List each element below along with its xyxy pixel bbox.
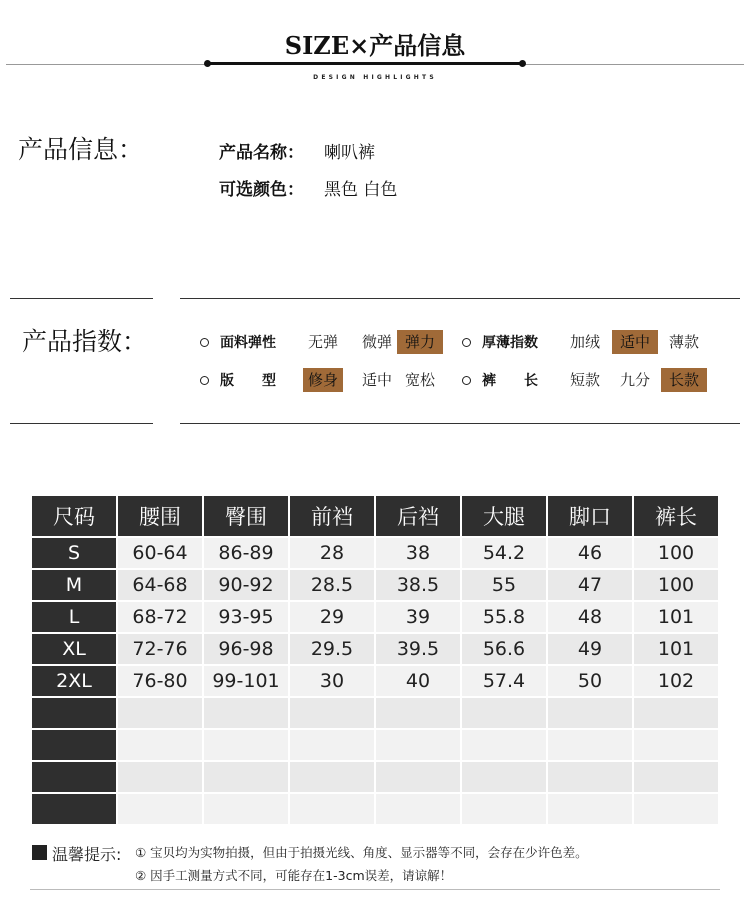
index-label: 裤 长 (482, 373, 538, 389)
note-item-1: ① 宝贝均为实物拍摄，但由于拍摄光线、角度、显示器等不同，会存在少许色差。 (135, 845, 588, 860)
index-bottom-line-left (10, 423, 153, 424)
table-cell: 38 (376, 538, 460, 568)
table-cell (634, 762, 718, 792)
table-cell: 90-92 (204, 570, 288, 600)
index-option-selected: 适中 (612, 330, 658, 354)
table-cell (204, 794, 288, 824)
note-item-2: ② 因手工测量方式不同，可能存在1-3cm误差，请谅解！ (135, 868, 453, 883)
table-row (32, 570, 718, 600)
table-cell (634, 730, 718, 760)
size-cell (32, 762, 116, 792)
index-top-line-left (10, 298, 153, 299)
header-length: 裤长 (634, 496, 718, 536)
index-option: 九分 (619, 371, 650, 389)
table-cell: 55 (462, 570, 546, 600)
index-label: 版 型 (220, 373, 276, 389)
header-subtitle: DESIGN HIGHLIGHTS (313, 74, 437, 81)
table-cell: 101 (634, 602, 718, 632)
header-front-rise: 前裆 (290, 496, 374, 536)
size-cell (32, 794, 116, 824)
size-cell (32, 698, 116, 728)
table-cell: 101 (634, 634, 718, 664)
table-cell: 28.5 (290, 570, 374, 600)
table-cell (118, 794, 202, 824)
table-cell: 60-64 (118, 538, 202, 568)
product-info-heading: 产品信息： (18, 135, 144, 164)
table-cell (548, 794, 632, 824)
index-option-selected: 弹力 (397, 330, 443, 354)
table-cell (376, 762, 460, 792)
notes-square-icon (32, 845, 47, 860)
bullet-circle-icon (200, 376, 209, 385)
index-bottom-line-right (180, 423, 740, 424)
table-cell: 102 (634, 666, 718, 696)
header-size: 尺码 (32, 496, 116, 536)
index-option: 无弹 (307, 333, 338, 351)
table-cell: 86-89 (204, 538, 288, 568)
table-cell: 54.2 (462, 538, 546, 568)
header-accent-bar (207, 62, 523, 65)
table-row (32, 730, 718, 760)
size-table-header-row (32, 496, 718, 536)
table-row (32, 666, 718, 696)
table-cell (548, 762, 632, 792)
table-cell: 100 (634, 570, 718, 600)
size-cell: XL (32, 634, 116, 664)
table-cell: 29 (290, 602, 374, 632)
bottom-divider (30, 889, 720, 890)
table-cell (548, 730, 632, 760)
table-cell (290, 698, 374, 728)
index-option: 适中 (361, 371, 392, 389)
table-cell (462, 762, 546, 792)
table-cell: 57.4 (462, 666, 546, 696)
table-cell (290, 762, 374, 792)
table-cell (376, 698, 460, 728)
table-cell: 40 (376, 666, 460, 696)
table-cell: 39.5 (376, 634, 460, 664)
table-row (32, 762, 718, 792)
index-option: 短款 (569, 371, 600, 389)
header-dot-right (519, 60, 526, 67)
table-cell: 56.6 (462, 634, 546, 664)
table-cell (118, 698, 202, 728)
size-cell: M (32, 570, 116, 600)
table-row (32, 698, 718, 728)
size-cell (32, 730, 116, 760)
table-cell (462, 730, 546, 760)
table-cell (118, 730, 202, 760)
table-cell: 72-76 (118, 634, 202, 664)
product-name-value: 喇叭裤 (324, 143, 375, 163)
header-waist: 腰围 (118, 496, 202, 536)
table-row (32, 634, 718, 664)
page-title: SIZE×产品信息 (284, 31, 466, 60)
table-cell (290, 730, 374, 760)
table-row (32, 602, 718, 632)
index-top-line-right (180, 298, 740, 299)
table-cell (290, 794, 374, 824)
header-hip: 臀围 (204, 496, 288, 536)
color-options-value: 黑色 白色 (324, 180, 398, 200)
table-cell (548, 698, 632, 728)
table-cell (204, 762, 288, 792)
table-cell: 39 (376, 602, 460, 632)
table-cell (118, 762, 202, 792)
table-cell: 46 (548, 538, 632, 568)
index-option-selected: 修身 (303, 368, 343, 392)
table-cell: 30 (290, 666, 374, 696)
table-cell: 29.5 (290, 634, 374, 664)
index-option: 宽松 (404, 371, 435, 389)
table-cell: 49 (548, 634, 632, 664)
index-option: 薄款 (668, 333, 699, 351)
table-cell: 55.8 (462, 602, 546, 632)
table-cell (462, 794, 546, 824)
table-cell: 76-80 (118, 666, 202, 696)
size-cell: S (32, 538, 116, 568)
header-thigh: 大腿 (462, 496, 546, 536)
index-option: 微弹 (361, 333, 392, 351)
index-label: 厚薄指数 (482, 335, 538, 351)
index-option-selected: 长款 (661, 368, 707, 392)
table-cell: 93-95 (204, 602, 288, 632)
table-cell (634, 794, 718, 824)
table-cell: 96-98 (204, 634, 288, 664)
table-cell: 47 (548, 570, 632, 600)
table-cell (204, 730, 288, 760)
table-cell: 28 (290, 538, 374, 568)
product-index-heading: 产品指数： (22, 327, 148, 356)
table-row (32, 794, 718, 824)
index-option: 加绒 (569, 333, 600, 351)
table-cell (204, 698, 288, 728)
size-cell: 2XL (32, 666, 116, 696)
bullet-circle-icon (200, 338, 209, 347)
table-cell: 48 (548, 602, 632, 632)
table-cell: 99-101 (204, 666, 288, 696)
header-back-rise: 后裆 (376, 496, 460, 536)
table-cell (376, 794, 460, 824)
header-leg-opening: 脚口 (548, 496, 632, 536)
table-cell (376, 730, 460, 760)
table-cell: 64-68 (118, 570, 202, 600)
table-row (32, 538, 718, 568)
table-cell: 38.5 (376, 570, 460, 600)
table-cell (462, 698, 546, 728)
table-cell: 100 (634, 538, 718, 568)
color-options-label: 可选颜色： (219, 180, 304, 200)
header-dot-left (204, 60, 211, 67)
size-cell: L (32, 602, 116, 632)
bullet-circle-icon (462, 338, 471, 347)
index-label: 面料弹性 (220, 335, 276, 351)
table-cell: 50 (548, 666, 632, 696)
product-name-label: 产品名称： (219, 143, 304, 163)
size-table (30, 494, 720, 826)
bullet-circle-icon (462, 376, 471, 385)
table-cell: 68-72 (118, 602, 202, 632)
table-cell (634, 698, 718, 728)
notes-label: 温馨提示: (52, 845, 122, 864)
